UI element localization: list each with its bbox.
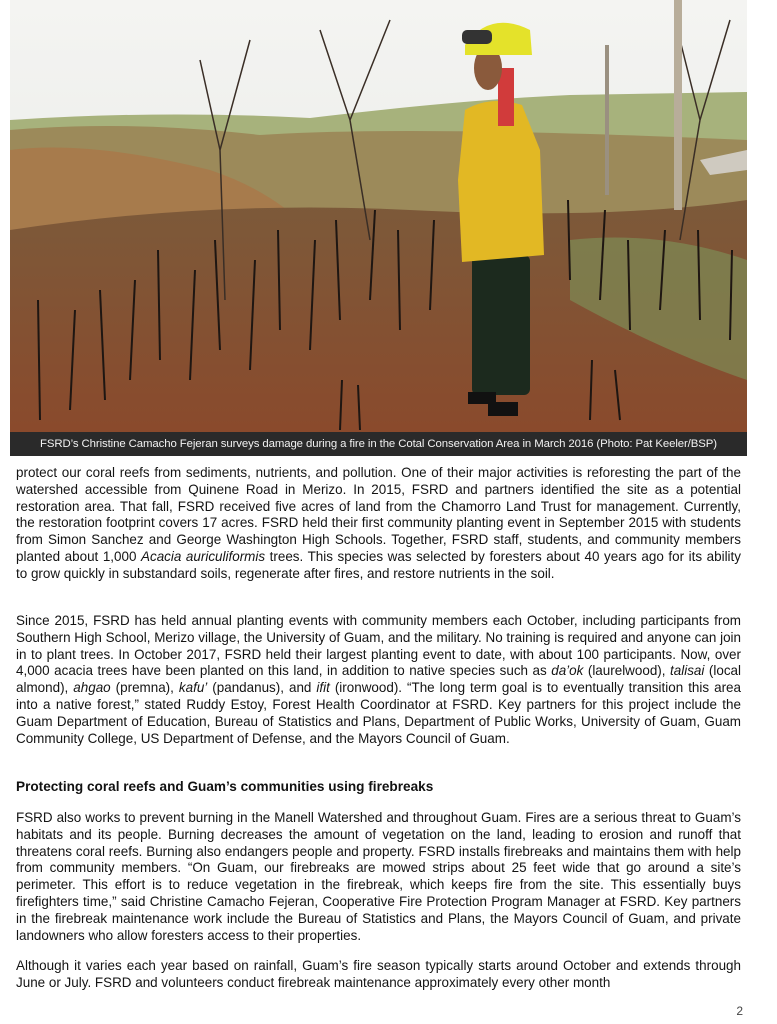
photo-illustration <box>10 0 747 432</box>
species-name: Acacia auriculiformis <box>141 548 266 564</box>
paragraph-reforestation <box>16 465 741 583</box>
article-photo <box>10 0 747 432</box>
paragraph-text: Although it varies each year based on rainfall, Guam’s fire season typically starts around October and extends through June or July. FSRD and volunteers conduct firebreak maintenance approximately every other month <box>16 958 741 990</box>
species-name: ifit <box>316 680 330 696</box>
text-run: (pandanus), and <box>207 680 317 696</box>
species-name: ahgao <box>73 680 111 696</box>
section-heading: Protecting coral reefs and Guam’s communities using firebreaks <box>16 779 434 794</box>
text-run: (premna), <box>110 680 179 696</box>
text-run: (ironwood). “The long term goal is to eventually transition this area into a native forest,” stated Ruddy Estoy, Forest Health Coordinator at FSRD. Key partners for this project include the Guam Department of Education, Bureau of Statistics and Plans, Department of Public Works, University of Guam, Guam Community College, US Department of Defense, and the Mayors Council of Guam. <box>16 680 741 746</box>
utility-pole-far <box>605 45 609 195</box>
text-run: trees. This species was selected by foresters about 40 years ago for its ability to grow quickly in substandard soils, regenerate after fires, and restore nutrients in the soil. <box>16 548 741 581</box>
paragraph-planting-events <box>16 613 741 747</box>
goggles <box>462 30 492 44</box>
text-run: protect our coral reefs from sediments, nutrients, and pollution. One of their major activities is reforesting the part of the watershed accessible from Quinene Road in Merizo. In 2015, FSRD and partners identified the site as a potential restoration area. That fall, FSRD received five acres of land from the Chamorro Land Trust for management. Currently, the restoration footprint covers 17 acres. FSRD held their first community planting event in September 2015 with students from Simon Sanchez and George Washington High Schools. Together, FSRD staff, students, and community members planted about 1,000 <box>16 465 741 564</box>
text-run: Since 2015, FSRD has held annual planting events with community members each October, including participants from Southern High School, Merizo village, the University of Guam, and the military. No training is required and anyone can join in to plant trees. In October 2017, FSRD held their largest planting event to date, with about 100 participants. Now, over 4,000 acacia trees have been planted on this land, in addition to native species such as <box>16 613 742 679</box>
paragraph-text <box>16 613 741 747</box>
pants <box>472 255 530 395</box>
photo-caption: FSRD’s Christine Camacho Fejeran surveys damage during a fire in the Cotal Conservation Area in March 2016 (Photo: Pat Keeler/BSP) <box>10 432 747 456</box>
paragraph-fire-season <box>16 958 741 992</box>
species-name: kafu’ <box>178 680 208 696</box>
paragraph-firebreaks <box>16 810 741 944</box>
species-name: da’ok <box>551 663 584 679</box>
text-run: (local almond), <box>16 663 742 696</box>
species-name: talisai <box>670 663 705 679</box>
utility-pole <box>674 0 682 210</box>
paragraph-text <box>16 465 741 583</box>
page-number: 2 <box>736 1004 743 1018</box>
text-run: (laurelwood), <box>583 663 671 679</box>
paragraph-text: FSRD also works to prevent burning in the Manell Watershed and throughout Guam. Fires are a serious threat to Guam’s habitats and its people. Burning decreases the amount of vegetation on the land, leading to erosion and runoff that threatens coral reefs. Burning also endangers people and property. FSRD installs firebreaks and maintains them with help from community members. “On Guam, our firebreaks are mowed strips about 25 feet wide that go around a site’s perimeter. This effort is to reduce vegetation in the firebreak, which keeps fire from the site. This essentially buys firefighters time,” said Christine Camacho Fejeran, Cooperative Fire Protection Program Manager at FSRD. Key partners in the firebreak maintenance work include the Bureau of Statistics and Plans, the Mayors Council of Guam, and private landowners who allow foresters access to their properties. <box>16 810 741 943</box>
boot <box>488 402 518 416</box>
